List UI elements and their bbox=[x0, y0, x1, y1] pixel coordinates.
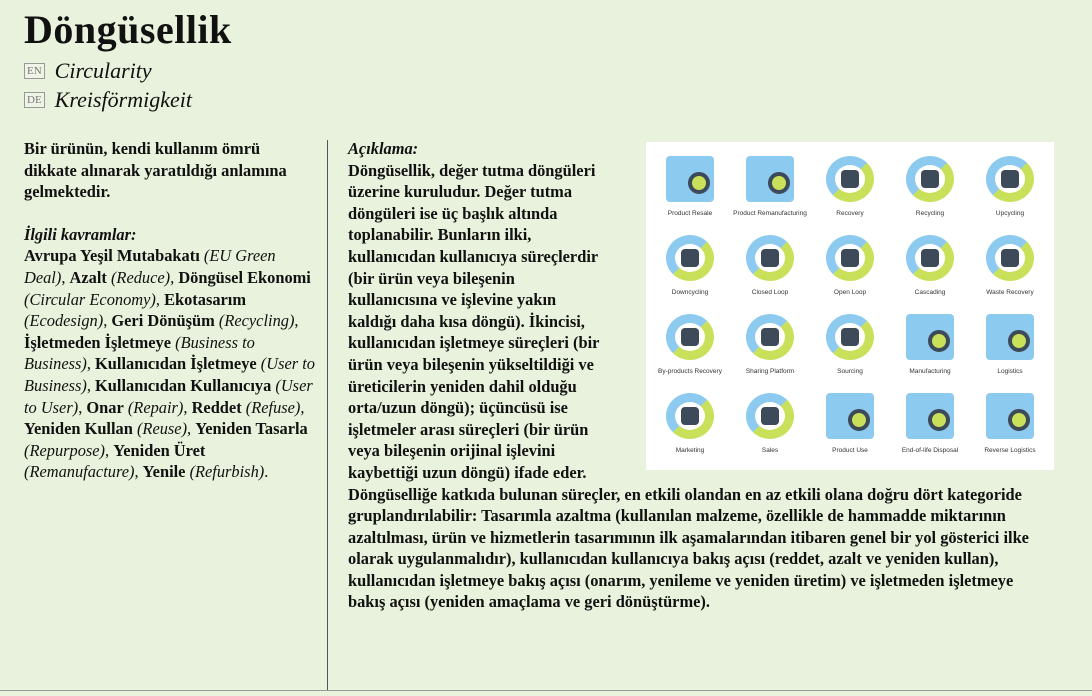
description bbox=[348, 138, 1054, 613]
figure-icon-label: Sourcing bbox=[837, 368, 863, 375]
column-divider bbox=[327, 140, 328, 690]
reverse-logistics-icon bbox=[982, 389, 1038, 443]
figure-icon-item bbox=[650, 227, 730, 306]
related-heading: İlgili kavramlar: bbox=[24, 224, 137, 244]
related-term-english: (Ecodesign) bbox=[24, 311, 104, 331]
downcycling-icon bbox=[662, 231, 718, 285]
open-loop-icon bbox=[822, 231, 878, 285]
figure-icon-label: Reverse Logistics bbox=[984, 447, 1036, 454]
figure-icon-item bbox=[970, 306, 1050, 385]
figure-icon-item bbox=[970, 385, 1050, 464]
sourcing-icon bbox=[822, 310, 878, 364]
figure-icon-label: End-of-life Disposal bbox=[901, 447, 959, 454]
marketing-icon bbox=[662, 389, 718, 443]
figure-icon-item bbox=[730, 227, 810, 306]
figure-icon-item bbox=[650, 148, 730, 227]
related-term-english: (Repair) bbox=[127, 397, 184, 417]
figure-icon-label: Recycling bbox=[915, 210, 945, 217]
recovery-icon bbox=[822, 152, 878, 206]
related-term: Geri Dönüşüm bbox=[111, 311, 215, 331]
figure-icon-item bbox=[810, 385, 890, 464]
translation-en bbox=[24, 58, 152, 84]
figure-icon-label: Recovery bbox=[836, 210, 864, 217]
figure-icon-item bbox=[650, 306, 730, 385]
figure-icon-label: Product Use bbox=[832, 447, 868, 454]
related-term: Yeniden Kullan bbox=[24, 419, 133, 439]
figure-icon-item bbox=[890, 148, 970, 227]
figure-icon-label: Waste Recovery bbox=[986, 289, 1034, 296]
description-text: Döngüsellik, değer tutma döngüleri üzerine kuruludur. Değer tutma döngüleri ise üç başlık altında toplanabilir. Bunların ilki, kullanıcıdan kullanıcıya süreçlerdir (bir ürün veya bileşenin kullanıcısına ve işlevine yakın kaldığı daha kısa döngü). İkincisi, kullanıcıdan işletmeye süreçleri (bir ürün veya bileşenin yükseltildiği ve üreticilerin yeniden dahil olduğu orta/uzun döngü); üçüncüsü ise işletmeler arası süreçleri (bir ürün veya bileşenin orijinal işlevini kaybettiği uzun döngü) ifade eder. Döngüselliğe katkıda bulunan süreçler, en etkili olandan en az etkili olana doğru dört kategoride gruplandırılabilir: Tasarımla azaltma (kullanılan malzeme, özellikle de hammadde miktarının azaltılması, ürün ve hizmetlerin tasarımının ilk aşamalarından itibaren genel bir yol gösterici ilke olarak uygulanmalıdır), kullanıcıdan kullanıcıya bakış açısı (reddet, azalt ve yeniden kullan), kullanıcıdan işletmeye bakış açısı (onarım, yenileme ve yeniden üretim) ve işletmeden işletmeye bakış açısı (yeniden amaçlama ve geri dönüştürme). bbox=[348, 160, 1029, 612]
related-term: Onar bbox=[86, 397, 124, 417]
sales-icon bbox=[742, 389, 798, 443]
by-products-recovery-icon bbox=[662, 310, 718, 364]
upcycling-icon bbox=[982, 152, 1038, 206]
figure-icon-item bbox=[890, 385, 970, 464]
figure-icon-label: Sales bbox=[761, 447, 779, 454]
related-term-english: (Reduce) bbox=[110, 267, 171, 287]
figure-icon-label: Open Loop bbox=[833, 289, 867, 296]
figure-icon-item bbox=[730, 306, 810, 385]
figure-icon-label: Sharing Platform bbox=[745, 368, 795, 375]
lang-code: DE bbox=[24, 92, 45, 108]
product-remanufacturing-icon bbox=[742, 152, 798, 206]
lang-code: EN bbox=[24, 63, 45, 79]
figure-icon-item bbox=[970, 148, 1050, 227]
related-term-english: (Recycling) bbox=[218, 311, 295, 331]
related-term-english: (EU Green Deal) bbox=[24, 246, 276, 287]
waste-recovery-icon bbox=[982, 231, 1038, 285]
related-term: Avrupa Yeşil Mutabakatı bbox=[24, 246, 200, 266]
figure-icon-label: By-products Recovery bbox=[658, 368, 722, 375]
bottom-rule bbox=[0, 690, 1092, 691]
figure-icon-item bbox=[970, 227, 1050, 306]
related-term-english: (Reuse) bbox=[136, 419, 188, 439]
logistics-icon bbox=[982, 310, 1038, 364]
translation-de bbox=[24, 87, 192, 113]
product-resale-icon bbox=[662, 152, 718, 206]
page-title: Döngüsellik bbox=[24, 7, 232, 52]
translation-term: Circularity bbox=[54, 58, 152, 83]
related-term-english: (User to User) bbox=[24, 375, 313, 417]
related-term: İşletmeden İşletmeye bbox=[24, 332, 172, 352]
figure-icon-label: Product Resale bbox=[667, 210, 713, 217]
definition: Bir ürünün, kendi kullanım ömrü dikkate alınarak yaratıldığı anlamına gelmektedir. bbox=[24, 139, 287, 202]
related-term-english: (Circular Economy) bbox=[24, 289, 156, 309]
related-term: Azalt bbox=[69, 267, 107, 287]
figure-icon-item bbox=[890, 227, 970, 306]
figure-icon-label: Logistics bbox=[997, 368, 1023, 375]
cascading-icon bbox=[902, 231, 958, 285]
figure-icon-label: Downcycling bbox=[671, 289, 709, 296]
description-heading: Açıklama: bbox=[348, 139, 419, 158]
manufacturing-icon bbox=[902, 310, 958, 364]
product-use-icon bbox=[822, 389, 878, 443]
figure-icon-label: Upcycling bbox=[995, 210, 1025, 217]
translation-term: Kreisförmigkeit bbox=[54, 87, 192, 112]
related-terms: Avrupa Yeşil Mutabakatı (EU Green Deal), Azalt (Reduce), Döngüsel Ekonomi (Circular Economy), Ekotasarım (Ecodesign), Geri Dönüşüm (Recycling), İşletmeden İşletmeye (Business to Business), Kullanıcıdan İşletmeye (User to Business), Kullanıcıdan Kullanıcıya (User to User), Onar (Repair), Reddet (Refuse), Yeniden Kullan (Reuse), Yeniden Tasarla (Repurpose), Yeniden Üret (Remanufacture), Yenile (Refurbish). bbox=[24, 246, 315, 482]
sharing-platform-icon bbox=[742, 310, 798, 364]
figure-icon-item bbox=[810, 306, 890, 385]
figure-icon-item bbox=[730, 385, 810, 464]
figure-icon-label: Manufacturing bbox=[909, 368, 951, 375]
related-term: Kullanıcıdan İşletmeye bbox=[95, 354, 257, 374]
circularity-icons-figure bbox=[646, 142, 1054, 470]
related-term: Reddet bbox=[191, 397, 242, 417]
related-term: Kullanıcıdan Kullanıcıya bbox=[95, 375, 272, 395]
end-of-life-disposal-icon bbox=[902, 389, 958, 443]
related-term: Yeniden Üret bbox=[113, 440, 206, 460]
figure-icon-label: Marketing bbox=[675, 447, 705, 454]
closed-loop-icon bbox=[742, 231, 798, 285]
figure-icon-item bbox=[810, 148, 890, 227]
related-term-english: (Repurpose) bbox=[24, 440, 106, 460]
figure-icon-label: Cascading bbox=[914, 289, 946, 296]
figure-icon-item bbox=[890, 306, 970, 385]
figure-icon-label: Closed Loop bbox=[751, 289, 789, 296]
related-term: Ekotasarım bbox=[164, 289, 247, 309]
related-term-english: (User to Business) bbox=[24, 354, 315, 395]
related-term-english: (Refurbish) bbox=[189, 462, 265, 482]
related-term-english: (Refuse) bbox=[245, 397, 301, 417]
related-term-english: (Remanufacture) bbox=[24, 462, 135, 482]
figure-icon-item bbox=[810, 227, 890, 306]
figure-icon-item bbox=[650, 385, 730, 464]
figure-icon-label: Product Remanufacturing bbox=[733, 210, 807, 217]
related-term: Yeniden Tasarla bbox=[195, 419, 308, 439]
figure-icon-item bbox=[730, 148, 810, 227]
recycling-icon bbox=[902, 152, 958, 206]
related-term: Döngüsel Ekonomi bbox=[178, 267, 311, 287]
left-column bbox=[24, 138, 316, 483]
related-term: Yenile bbox=[142, 462, 186, 482]
related-term-english: (Business to Business) bbox=[24, 332, 255, 374]
